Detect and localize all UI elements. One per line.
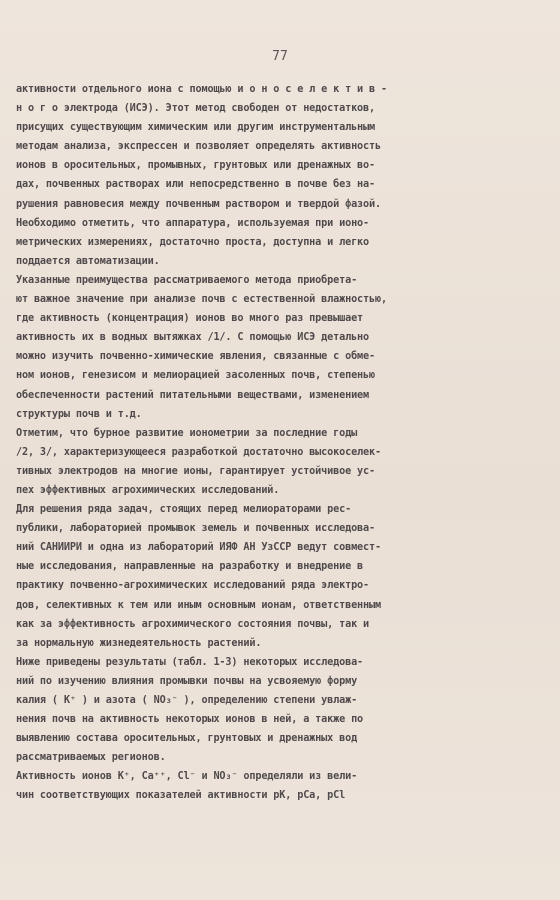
text-line: Ниже приведены результаты (табл. 1-3) некоторых исследова- <box>16 656 364 668</box>
document-body <box>16 80 544 806</box>
text-line: дах, почвенных растворах или непосредственно в почве без на- <box>16 179 376 191</box>
text-line: дов, селективных к тем или иным основным ионам, ответственным <box>16 599 381 611</box>
text-line: где активность (концентрация) ионов во много раз превышает <box>16 313 364 325</box>
text-line: метрических измерениях, достаточно проста, доступна и легко <box>16 236 370 248</box>
text-line: рассматриваемых регионов. <box>16 752 166 764</box>
text-line: публики, лабораторией промывок земель и почвенных исследова- <box>16 523 376 535</box>
page-number: 77 <box>272 49 288 64</box>
text-line: Указанные преимущества рассматриваемого метода приобрета- <box>16 274 358 286</box>
text-line: за нормальную жизнедеятельность растений. <box>16 637 262 649</box>
text-line: практику почвенно-агрохимических исследований ряда электро- <box>16 580 370 592</box>
text-line: чин соответствующих показателей активности pK, pCa, pCl <box>16 790 346 802</box>
text-line: обеспеченности растений питательными веществами, изменением <box>16 389 370 401</box>
text-line: ные исследования, направленные на разработку и внедрение в <box>16 561 364 573</box>
text-line: пех эффективных агрохимических исследований. <box>16 484 280 496</box>
text-line: выявлению состава оросительных, грунтовых и дренажных вод <box>16 733 358 745</box>
text-line: активность их в водных вытяжках /1/. С помощью ИСЭ детально <box>16 332 370 344</box>
text-line: Для решения ряда задач, стоящих перед мелиораторами рес- <box>16 504 352 516</box>
text-line: активности отдельного иона с помощью и о н о с е л е к т и в - <box>16 84 387 95</box>
text-line: тивных электродов на многие ионы, гарантирует устойчивое ус- <box>16 465 376 477</box>
text-line: поддается автоматизации. <box>16 255 160 267</box>
text-line: ном ионов, генезисом и мелиорацией засоленных почв, степенью <box>16 370 376 382</box>
text-line: н о г о электрода (ИСЭ). Этот метод свободен от недостатков, <box>16 103 376 115</box>
text-line: Активность ионов K⁺, Ca⁺⁺, Cl⁻ и NO₃⁻ определяли из вели- <box>16 771 358 783</box>
text-line: ют важное значение при анализе почв с естественной влажностью, <box>16 294 387 306</box>
text-line: /2, 3/, характеризующееся разработкой достаточно высокоселек- <box>16 446 381 458</box>
text-line: можно изучить почвенно-химические явления, связанные с обме- <box>16 351 376 363</box>
text-line: ний по изучению влияния промывки почвы на усвояемую форму <box>16 675 358 687</box>
text-line: ний САНИИРИ и одна из лабораторий ИЯФ АН УзССР ведут совмест- <box>16 542 381 554</box>
text-line: калия ( К⁺ ) и азота ( NO₃⁻ ), определению степени увлаж- <box>16 695 358 706</box>
text-line: Необходимо отметить, что аппаратура, используемая при ионо- <box>16 217 370 229</box>
text-line: Отметим, что бурное развитие ионометрии за последние годы <box>16 427 358 439</box>
text-line: методам анализа, экспрессен и позволяет определять активность <box>16 141 381 153</box>
text-line: нения почв на активность некоторых ионов в ней, а также по <box>16 714 364 726</box>
text-line: ионов в оросительных, промывных, грунтовых или дренажных во- <box>16 160 376 172</box>
text-line: структуры почв и т.д. <box>16 408 142 420</box>
text-line: рушения равновесия между почвенным раствором и твердой фазой. <box>16 198 381 210</box>
text-line: присущих существующим химическим или другим инструментальным <box>16 122 376 134</box>
text-line: как за эффективность агрохимического состояния почвы, так и <box>16 618 370 630</box>
